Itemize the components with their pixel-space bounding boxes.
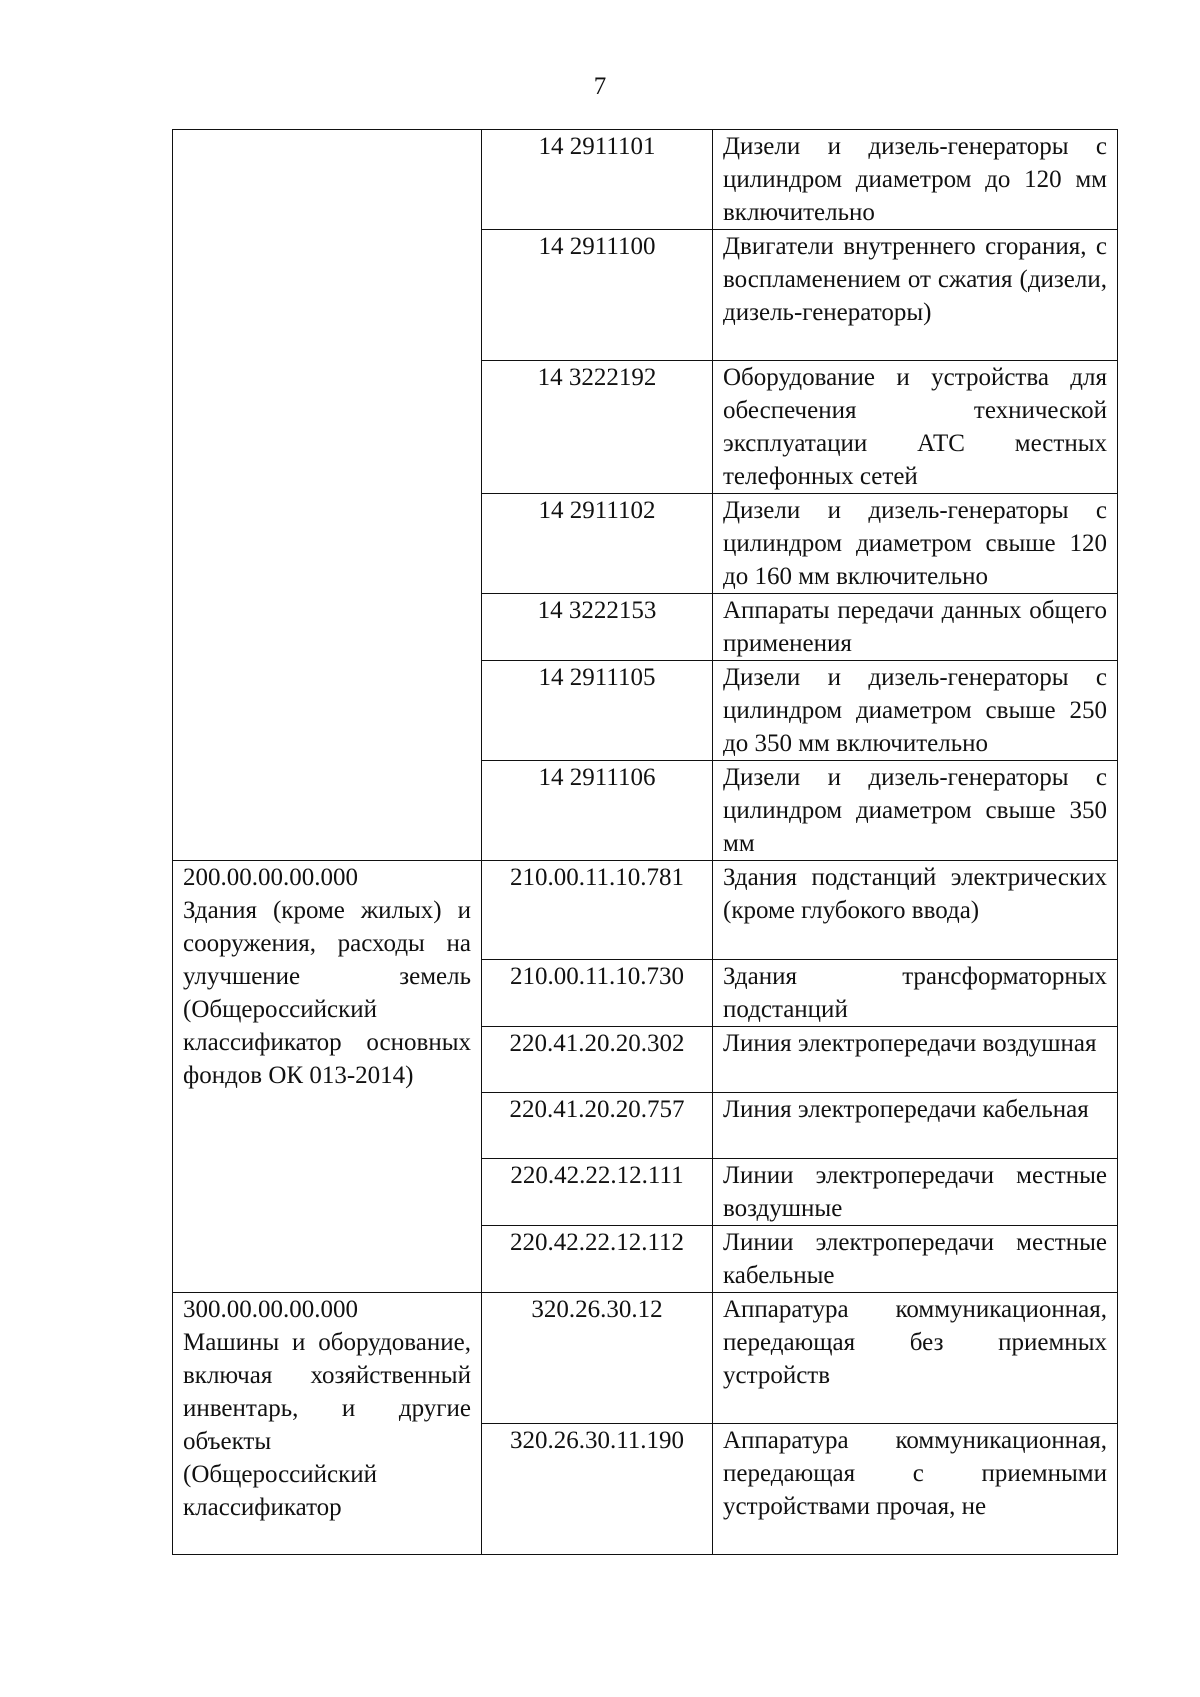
description-cell: Здания подстанций электрических (кроме глубокого ввода): [713, 861, 1118, 960]
description-cell: Аппаратура коммуникационная, передающая с приемными устройствами прочая, не: [713, 1424, 1118, 1555]
code-cell: 14 2911106: [482, 761, 713, 861]
code-cell: 320.26.30.12: [482, 1293, 713, 1424]
code-cell: 210.00.11.10.781: [482, 861, 713, 960]
group-cell-machinery: [173, 1293, 482, 1555]
group-cell-continued: [173, 130, 482, 861]
code-cell: 14 2911105: [482, 661, 713, 761]
table-row: [173, 1293, 1118, 1424]
description-cell: Линия электропередачи воздушная: [713, 1027, 1118, 1093]
table-row: [173, 130, 1118, 230]
description-cell: Линии электропередачи местные воздушные: [713, 1159, 1118, 1226]
description-cell: Линия электропередачи кабельная: [713, 1093, 1118, 1159]
code-cell: 220.42.22.12.112: [482, 1226, 713, 1293]
description-cell: Дизели и дизель-генераторы с цилиндром диаметром до 120 мм включительно: [713, 130, 1118, 230]
description-cell: Двигатели внутреннего сгорания, с воспламенением от сжатия (дизели, дизель-генераторы): [713, 230, 1118, 361]
description-cell: Аппаратура коммуникационная, передающая без приемных устройств: [713, 1293, 1118, 1424]
group-code: 200.00.00.00.000: [183, 864, 358, 891]
group-title: Машины и оборудование, включая хозяйственный инвентарь, и другие объекты (Общероссийский классификатор: [183, 1329, 471, 1521]
group-code: 300.00.00.00.000: [183, 1296, 358, 1323]
code-cell: 14 3222153: [482, 594, 713, 661]
description-cell: Дизели и дизель-генераторы с цилиндром диаметром свыше 350 мм: [713, 761, 1118, 861]
code-cell: 14 2911101: [482, 130, 713, 230]
description-cell: Оборудование и устройства для обеспечения технической эксплуатации АТС местных телефонных сетей: [713, 361, 1118, 494]
code-cell: 14 2911100: [482, 230, 713, 361]
code-cell: 14 2911102: [482, 494, 713, 594]
description-cell: Здания трансформаторных подстанций: [713, 960, 1118, 1027]
classification-table: [172, 129, 1118, 1555]
code-cell: 210.00.11.10.730: [482, 960, 713, 1027]
code-cell: 220.41.20.20.757: [482, 1093, 713, 1159]
code-cell: 14 3222192: [482, 361, 713, 494]
description-cell: Линии электропередачи местные кабельные: [713, 1226, 1118, 1293]
description-cell: Аппараты передачи данных общего применения: [713, 594, 1118, 661]
page-number: 7: [593, 73, 607, 100]
group-title: Здания (кроме жилых) и сооружения, расходы на улучшение земель (Общероссийский классификатор основных фондов ОК 013-2014): [183, 897, 471, 1089]
table-row: [173, 861, 1118, 960]
code-cell: 320.26.30.11.190: [482, 1424, 713, 1555]
code-cell: 220.41.20.20.302: [482, 1027, 713, 1093]
description-cell: Дизели и дизель-генераторы с цилиндром диаметром свыше 250 до 350 мм включительно: [713, 661, 1118, 761]
code-cell: 220.42.22.12.111: [482, 1159, 713, 1226]
group-cell-buildings: [173, 861, 482, 1293]
description-cell: Дизели и дизель-генераторы с цилиндром диаметром свыше 120 до 160 мм включительно: [713, 494, 1118, 594]
